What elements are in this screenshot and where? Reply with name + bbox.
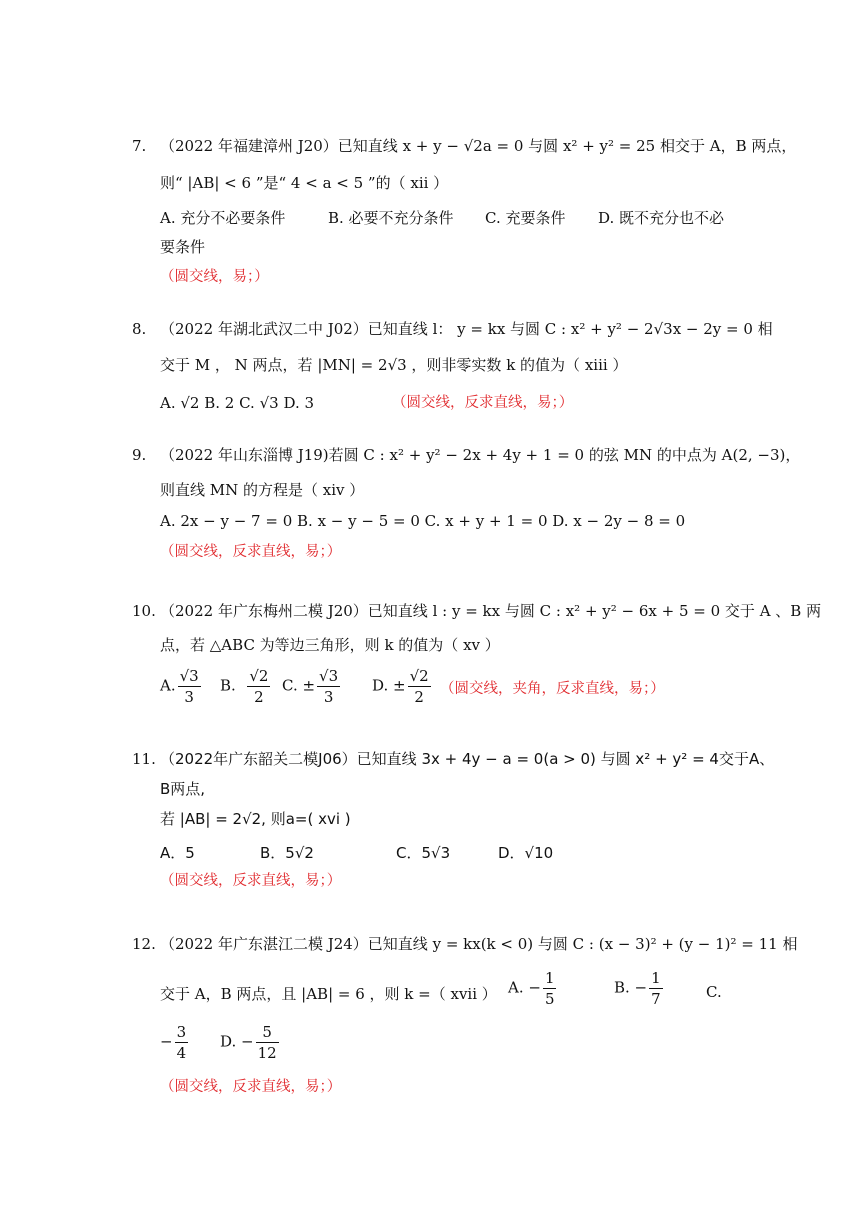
option-d bbox=[372, 666, 433, 707]
difficulty-note: （圆交线，易；） bbox=[160, 269, 269, 285]
denominator: 3 bbox=[184, 688, 194, 706]
option-label: D. ± bbox=[372, 676, 406, 695]
option-sign: − bbox=[160, 1032, 173, 1051]
question-stem-line: 则“ |AB| < 6 ”是“ 4 < a < 5 ”的（ xii ） bbox=[160, 174, 449, 192]
fraction bbox=[256, 1022, 279, 1063]
option-a bbox=[160, 666, 203, 707]
numerator: √3 bbox=[319, 667, 339, 685]
option-b bbox=[220, 666, 272, 707]
fraction bbox=[649, 968, 663, 1009]
option-d: D. 既不充分也不必 bbox=[598, 209, 725, 227]
question-stem-line: （2022年广东韶关二模J06）已知直线 3x + 4y − a = 0(a > 0) 与圆 x² + y² = 4交于A、 bbox=[160, 750, 775, 768]
question-stem-line: （2022 年广东湛江二模 J24）已知直线 y = kx(k < 0) 与圆 C : (x − 3)² + (y − 1)² = 11 相 bbox=[160, 935, 798, 953]
fraction bbox=[317, 666, 340, 707]
option-b: B. 必要不充分条件 bbox=[328, 209, 454, 227]
numerator: √3 bbox=[179, 667, 199, 685]
denominator: 2 bbox=[414, 688, 424, 706]
numerator: √2 bbox=[249, 667, 269, 685]
denominator: 2 bbox=[254, 688, 264, 706]
question-stem-line: （2022 年福建漳州 J20）已知直线 x + y − √2a = 0 与圆 x² + y² = 25 相交于 A，B 两点， bbox=[160, 137, 797, 155]
question-number: 8. bbox=[132, 320, 147, 338]
question-stem-line: 交于 M ， N 两点，若 |MN| = 2√3 ，则非零实数 k 的值为（ xiii ） bbox=[160, 356, 628, 374]
question-stem-line: 则直线 MN 的方程是（ xiv ） bbox=[160, 481, 365, 499]
option-b: B．5√2 bbox=[260, 844, 314, 862]
fraction bbox=[175, 1022, 189, 1063]
option-d-wrap: 要条件 bbox=[160, 238, 206, 256]
fraction bbox=[408, 666, 431, 707]
option-c bbox=[282, 666, 342, 707]
option-c bbox=[160, 1022, 190, 1063]
option-label: C. ± bbox=[282, 676, 316, 695]
question-stem-line: （2022 年山东淄博 J19)若圆 C : x² + y² − 2x + 4y + 1 = 0 的弦 MN 的中点为 A(2, −3)， bbox=[160, 446, 801, 464]
question-number: 7. bbox=[132, 137, 147, 155]
option-label: A. − bbox=[508, 978, 541, 997]
numerator: 5 bbox=[256, 1022, 279, 1043]
fraction bbox=[247, 666, 270, 707]
numerator: 1 bbox=[651, 969, 661, 987]
numerator: 3 bbox=[176, 1023, 187, 1041]
denominator: 5 bbox=[544, 990, 555, 1008]
option-label: B. − bbox=[614, 978, 648, 997]
option-label: D. − bbox=[220, 1032, 254, 1051]
option-d: D．√10 bbox=[498, 844, 554, 862]
question-stem-line: （2022 年广东梅州二模 J20）已知直线 l : y = kx 与圆 C : x² + y² − 6x + 5 = 0 交于 A 、B 两 bbox=[160, 602, 822, 620]
question-number: 9. bbox=[132, 446, 147, 464]
option-c: C. 充要条件 bbox=[485, 209, 566, 227]
question-stem-line: B两点, bbox=[160, 780, 206, 798]
question-number: 12. bbox=[132, 935, 156, 953]
option-b bbox=[614, 968, 665, 1009]
denominator: 3 bbox=[323, 688, 334, 706]
denominator: 4 bbox=[176, 1044, 187, 1062]
numerator: √2 bbox=[409, 667, 429, 685]
fraction bbox=[178, 666, 201, 707]
option-a: A．5 bbox=[160, 844, 195, 862]
question-stem-line: 点，若 △ABC 为等边三角形，则 k 的值为（ xv ） bbox=[160, 636, 500, 654]
question-number: 11. bbox=[132, 750, 156, 768]
option-label: B. bbox=[220, 676, 236, 695]
option-a: A. 充分不必要条件 bbox=[160, 209, 286, 227]
question-stem-line: 若 |AB| = 2√2, 则a=( xvi ) bbox=[160, 810, 351, 828]
denominator: 12 bbox=[257, 1044, 277, 1062]
question-stem-line: 交于 A，B 两点，且 |AB| = 6 ，则 k =（ xvii ） bbox=[160, 985, 497, 1003]
question-stem-line: （2022 年湖北武汉二中 J02）已知直线 l： y = kx 与圆 C : x² + y² − 2√3x − 2y = 0 相 bbox=[160, 320, 773, 338]
difficulty-note: （圆交线，反求直线，易；） bbox=[160, 544, 342, 560]
option-c: C．5√3 bbox=[396, 844, 451, 862]
option-label: A. bbox=[160, 676, 176, 695]
numerator: 1 bbox=[544, 969, 555, 987]
option-a bbox=[508, 968, 558, 1009]
difficulty-note: （圆交线，反求直线，易；） bbox=[392, 395, 574, 411]
difficulty-note: （圆交线，夹角，反求直线，易；） bbox=[440, 681, 665, 697]
options-row: A. 2x − y − 7 = 0 B. x − y − 5 = 0 C. x + y + 1 = 0 D. x − 2y − 8 = 0 bbox=[160, 512, 686, 530]
denominator: 7 bbox=[651, 990, 661, 1008]
option-d bbox=[220, 1022, 281, 1063]
difficulty-note: （圆交线，反求直线，易；） bbox=[160, 1079, 342, 1095]
option-c-label: C. bbox=[706, 983, 722, 1001]
fraction bbox=[543, 968, 557, 1009]
question-number: 10. bbox=[132, 602, 156, 620]
options-row: A. √2 B. 2 C. √3 D. 3 bbox=[160, 394, 315, 412]
difficulty-note: （圆交线，反求直线，易；） bbox=[160, 873, 342, 889]
